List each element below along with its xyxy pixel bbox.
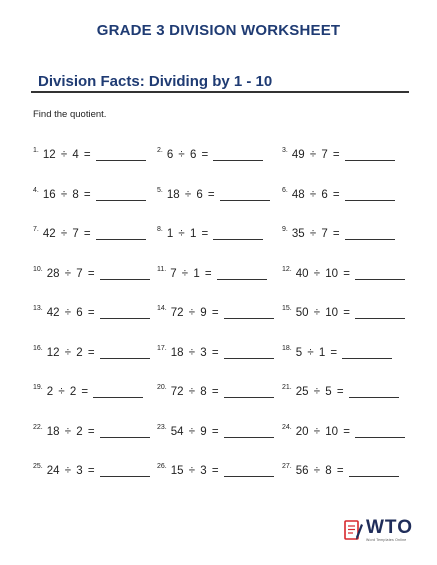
problem-item — [33, 423, 157, 463]
problem-expression: 16 ÷ 8 = — [42, 188, 91, 201]
problem-number: 17. — [157, 344, 167, 352]
problem-item — [33, 225, 157, 265]
instructions-text: Find the quotient. — [33, 109, 107, 120]
problem-number: 2. — [157, 147, 163, 154]
problem-expression: 12 ÷ 2 = — [46, 346, 95, 359]
answer-blank[interactable] — [349, 462, 399, 477]
problem-number: 11. — [157, 265, 167, 273]
problem-expression: 49 ÷ 7 = — [291, 149, 340, 161]
problem-item — [282, 186, 413, 226]
problem-expression: 1 ÷ 1 = — [166, 228, 209, 240]
problem-number: 27. — [282, 463, 292, 470]
problem-expression: 12 ÷ 4 = — [42, 149, 91, 161]
problem-item — [157, 383, 282, 423]
problem-expression: 5 ÷ 1 = — [295, 346, 338, 359]
problem-item — [282, 304, 413, 344]
problem-number: 12. — [282, 265, 292, 273]
problem-number: 1. — [33, 147, 39, 154]
answer-blank[interactable] — [213, 225, 263, 240]
problem-expression: 20 ÷ 10 = — [295, 425, 350, 438]
problem-item — [157, 146, 282, 186]
problem-expression: 25 ÷ 5 = — [295, 386, 344, 398]
answer-blank[interactable] — [224, 304, 274, 319]
answer-blank[interactable] — [355, 423, 405, 438]
problem-number: 13. — [33, 305, 43, 312]
document-pencil-icon — [342, 515, 364, 545]
problem-number: 6. — [282, 186, 288, 194]
problem-item — [157, 265, 282, 305]
problem-item — [33, 383, 157, 423]
answer-blank[interactable] — [96, 186, 146, 201]
answer-blank[interactable] — [96, 146, 146, 161]
problem-expression: 18 ÷ 2 = — [46, 425, 95, 438]
problem-expression: 72 ÷ 8 = — [170, 386, 219, 398]
problem-expression: 15 ÷ 3 = — [170, 465, 219, 477]
section-heading: Division Facts: Dividing by 1 - 10 — [38, 73, 273, 90]
answer-blank[interactable] — [224, 462, 274, 477]
answer-blank[interactable] — [349, 383, 399, 398]
answer-blank[interactable] — [100, 344, 150, 359]
answer-blank[interactable] — [224, 423, 274, 438]
problem-expression: 54 ÷ 9 = — [170, 425, 219, 438]
problem-item — [33, 186, 157, 226]
heading-divider — [31, 91, 409, 93]
answer-blank[interactable] — [220, 186, 270, 201]
problem-expression: 6 ÷ 6 = — [166, 149, 209, 161]
problem-item — [282, 225, 413, 265]
problem-item — [282, 146, 413, 186]
problem-number: 21. — [282, 384, 292, 391]
problem-number: 16. — [33, 344, 43, 352]
problem-item — [33, 304, 157, 344]
problem-item — [157, 304, 282, 344]
problem-item — [157, 462, 282, 502]
problem-expression: 35 ÷ 7 = — [291, 228, 340, 240]
answer-blank[interactable] — [345, 146, 395, 161]
logo-tagline: Word Templates Online — [366, 538, 407, 542]
problem-item — [33, 462, 157, 502]
problem-number: 14. — [157, 305, 167, 312]
answer-blank[interactable] — [100, 304, 150, 319]
problem-number: 24. — [282, 423, 292, 431]
wto-logo — [342, 515, 413, 545]
problem-item — [157, 225, 282, 265]
answer-blank[interactable] — [345, 186, 395, 201]
problem-expression: 18 ÷ 6 = — [166, 188, 215, 201]
problem-expression: 42 ÷ 7 = — [42, 228, 91, 240]
problem-number: 20. — [157, 384, 167, 391]
problem-item — [157, 344, 282, 384]
problem-expression: 56 ÷ 8 = — [295, 465, 344, 477]
problem-expression: 24 ÷ 3 = — [46, 465, 95, 477]
problem-expression: 50 ÷ 10 = — [295, 307, 350, 319]
problem-item — [33, 146, 157, 186]
answer-blank[interactable] — [224, 344, 274, 359]
problem-item — [33, 265, 157, 305]
problem-item — [282, 462, 413, 502]
answer-blank[interactable] — [217, 265, 267, 280]
problem-number: 4. — [33, 186, 39, 194]
problem-expression: 18 ÷ 3 = — [170, 346, 219, 359]
answer-blank[interactable] — [345, 225, 395, 240]
logo-wordmark: WTO — [366, 517, 413, 538]
problem-grid — [33, 146, 413, 502]
problem-number: 23. — [157, 423, 167, 431]
answer-blank[interactable] — [100, 265, 150, 280]
answer-blank[interactable] — [213, 146, 263, 161]
problem-number: 26. — [157, 463, 167, 470]
problem-number: 7. — [33, 226, 39, 233]
answer-blank[interactable] — [342, 344, 392, 359]
problem-expression: 40 ÷ 10 = — [295, 267, 350, 280]
problem-expression: 28 ÷ 7 = — [46, 267, 95, 280]
problem-item — [33, 344, 157, 384]
problem-number: 8. — [157, 226, 163, 233]
problem-expression: 7 ÷ 1 = — [170, 267, 212, 280]
problem-item — [282, 265, 413, 305]
problem-expression: 48 ÷ 6 = — [291, 188, 340, 201]
problem-number: 3. — [282, 147, 288, 154]
answer-blank[interactable] — [100, 462, 150, 477]
problem-number: 19. — [33, 384, 43, 391]
problem-number: 10. — [33, 265, 43, 273]
problem-expression: 2 ÷ 2 = — [46, 386, 89, 398]
problem-item — [282, 383, 413, 423]
answer-blank[interactable] — [355, 304, 405, 319]
page-title: GRADE 3 DIVISION WORKSHEET — [96, 22, 341, 39]
problem-item — [157, 423, 282, 463]
answer-blank[interactable] — [100, 423, 150, 438]
problem-expression: 72 ÷ 9 = — [170, 307, 219, 319]
problem-item — [282, 344, 413, 384]
problem-item — [157, 186, 282, 226]
answer-blank[interactable] — [224, 383, 274, 398]
problem-number: 25. — [33, 463, 43, 470]
problem-number: 18. — [282, 344, 292, 352]
answer-blank[interactable] — [96, 225, 146, 240]
problem-number: 22. — [33, 423, 43, 431]
problem-item — [282, 423, 413, 463]
answer-blank[interactable] — [355, 265, 405, 280]
answer-blank[interactable] — [93, 383, 143, 398]
problem-number: 15. — [282, 305, 292, 312]
problem-number: 9. — [282, 226, 288, 233]
problem-expression: 42 ÷ 6 = — [46, 307, 95, 319]
problem-number: 5. — [157, 186, 163, 194]
